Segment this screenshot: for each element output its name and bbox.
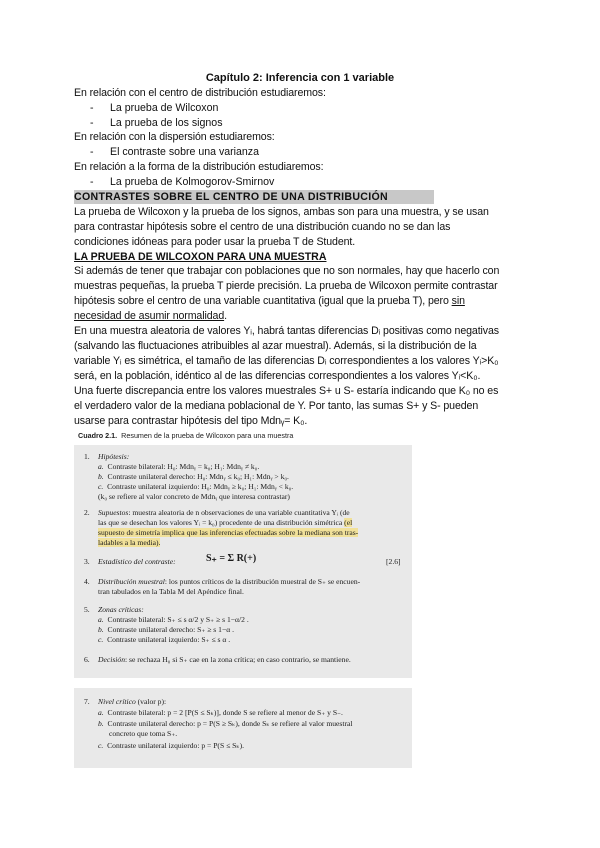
paragraph-line: (salvando las fluctuaciones atribuibles al azar muestral). Además, si la distribución de la [74,340,477,352]
dispersion-intro-line: En relación con la dispersión estudiaremos: [74,131,275,143]
item-number: 6. [84,655,90,664]
item-number: 2. [84,508,90,517]
item-title [98,557,176,566]
sub-text: Contraste bilateral: H₀: Mdnᵧ = k₀; H₁: Mdnᵧ ≠ k₀. [107,462,260,471]
item-sub [98,719,352,728]
sub-text: Contraste unilateral derecho: p = P(S ≥ Sₖ), donde Sₖ se refiere al valor muestral [107,719,353,728]
item-text [98,538,160,547]
table-caption [78,431,293,440]
highlighted-text: supuesto de simetría implica que las inferencias efectuadas sobre la mediana son tras- [98,528,359,537]
item-title-text: Decisión [98,655,125,664]
sub-text: concreto que toma S₊. [109,729,178,738]
sub-letter: a. [98,708,104,717]
paragraph-line [74,294,534,309]
sub-text: Contraste unilateral izquierdo: p = P(S ≤ Sₖ). [107,741,245,750]
paragraph-line: Si además de tener que trabajar con poblaciones que no son normales, hay que hacerlo con [74,265,500,277]
item-title-text: Supuestos [98,508,129,517]
item-number: 1. [84,452,90,461]
item-number: 4. [84,577,90,586]
sub-letter: b. [98,719,104,728]
item-title-text: Nivel crítico [98,697,136,706]
caption-label: Cuadro 2.1. [78,431,118,440]
sub-letter: b. [98,625,104,634]
item-sub [98,708,343,717]
item-line: tran tabulados en la Tabla M del Apéndice final. [98,587,244,596]
bullet-text: La prueba de los signos [110,117,223,129]
paragraph-line: el verdadero valor de la mediana poblacional de Y. Por tanto, las sumas S+ y S- pueden [74,400,479,412]
sub-letter: a. [98,615,104,624]
item-sub [98,462,259,471]
highlighted-text: (el [344,518,353,527]
item-text [98,508,350,517]
sub-letter: b. [98,472,104,481]
bullet-text: El contraste sobre una varianza [110,146,259,158]
equation-reference: [2.6] [386,557,401,566]
paragraph-line [74,309,534,324]
chapter-title: Capítulo 2: Inferencia con 1 variable [205,72,395,84]
item-number: 3. [84,557,90,566]
bullet-text: La prueba de Wilcoxon [110,102,219,114]
item-note: (k₀ se refiere al valor concreto de Mdnᵧ que interesa contrastar) [98,492,290,501]
item-sub [98,741,244,750]
item-sub [98,635,230,644]
highlighted-text: ladables a la media). [98,538,161,547]
item-sub [98,472,289,481]
item-text [98,528,358,537]
paragraph-line: usarse para contrastar hipótesis del tipo Mdnᵧ= K₀. [74,415,308,427]
item-title-text: Estadístico del contraste: [98,557,176,566]
paragraph-text: hipótesis sobre el centro de una variable cuantitativa (igual que la prueba T), pero [74,295,452,307]
sub-letter: a. [98,462,104,471]
item-text [98,577,360,586]
sub-text: Contraste bilateral: p = 2 [P(S ≤ Sₖ)], donde S se refiere al menor de S₊ y S₋. [107,708,343,717]
statistic-formula: S₊ = Σ R(+) [206,553,257,564]
item-line: : se rechaza H₀ si S₊ cae en la zona crítica; en caso contrario, se mantiene. [125,655,351,664]
summary-box [74,445,412,678]
paragraph-line: Una fuerte discrepancia entre los valores muestrales S+ u S- estaría indicando que K₀ no es [74,385,499,397]
paragraph-line: condiciones idóneas para poder usar la prueba T de Student. [74,236,356,248]
sub-text: Contraste unilateral izquierdo: S₊ ≤ s α . [107,635,231,644]
underlined-text: sin [451,295,465,307]
bullet-item: - El contraste sobre una varianza [90,146,259,158]
paragraph-line: será, en la población, idéntico al de las diferencias correspondientes a los valores Yᵢ<K₀. [74,370,481,382]
paragraph-line: La prueba de Wilcoxon y la prueba de los signos, ambas son para una muestra, y se usan [74,206,489,218]
item-line: (valor p): [135,697,167,706]
section-heading-wilcoxon: LA PRUEBA DE WILCOXON PARA UNA MUESTRA [74,251,327,263]
underlined-text: necesidad de asumir normalidad [74,310,225,322]
item-line: : los puntos críticos de la distribución muestral de S₊ se encuen- [164,577,361,586]
sub-letter: c. [98,635,104,644]
caption-text: Resumen de la prueba de Wilcoxon para una muestra [121,431,294,440]
sub-letter: c. [98,741,104,750]
bullet-text: La prueba de Kolmogorov-Smirnov [110,176,275,188]
item-title-text: Hipótesis: [98,452,130,461]
item-sub [98,615,249,624]
item-line: : muestra aleatoria de n observaciones de una variable cuantitativa Yᵢ (de [128,508,350,517]
item-line: las que se desechan los valores Yᵢ = k₀) procedente de una distribución simétrica [98,518,345,527]
bullet-item: - La prueba de Wilcoxon [90,102,219,114]
item-number: 5. [84,605,90,614]
sub-text: Contraste bilateral: S₊ ≤ s α/2 y S₊ ≥ s 1−α/2 . [107,615,249,624]
summary-box-continued [74,688,412,768]
paragraph-line: muestras pequeñas, la prueba T pierde precisión. La prueba de Wilcoxon permite contrastar [74,280,498,292]
sub-text: Contraste unilateral derecho: S₊ ≥ s 1−α . [107,625,235,634]
item-text [98,518,352,527]
item-sub [98,625,234,634]
item-title [98,697,166,706]
sub-text: Contraste unilateral izquierdo: H₀: Mdnᵧ ≥ k₀; H₁: Mdnᵧ < k₀. [107,482,294,491]
item-title [98,452,129,461]
paragraph-line: para contrastar hipótesis sobre el centro de una distribución cuando no se dan las [74,221,451,233]
item-title [98,605,144,614]
paragraph-line: En una muestra aleatoria de valores Yᵢ, habrá tantas diferencias Dᵢ positivas como negativas [74,325,499,337]
paragraph-text: . [224,310,227,322]
forma-intro-line: En relación a la forma de la distribución estudiaremos: [74,161,324,173]
sub-letter: c. [98,482,104,491]
item-sub [98,482,293,491]
item-text [98,655,351,664]
item-title-text: Zonas críticas: [98,605,144,614]
paragraph-line: variable Yᵢ es simétrica, el tamaño de las diferencias Dᵢ correspondientes a los valores Yᵢ>K₀ [74,355,499,367]
item-number: 7. [84,697,90,706]
bullet-item: - La prueba de los signos [90,117,223,129]
item-title-text: Distribución muestral [98,577,165,586]
bullet-item: - La prueba de Kolmogorov-Smirnov [90,176,275,188]
sub-text: Contraste unilateral derecho: H₀: Mdnᵧ ≤ k₀; H₁: Mdnᵧ > k₀. [107,472,289,481]
section-heading-contrastes: CONTRASTES SOBRE EL CENTRO DE UNA DISTRIBUCIÓN [74,191,388,203]
centro-intro-line: En relación con el centro de distribución estudiaremos: [74,87,326,99]
